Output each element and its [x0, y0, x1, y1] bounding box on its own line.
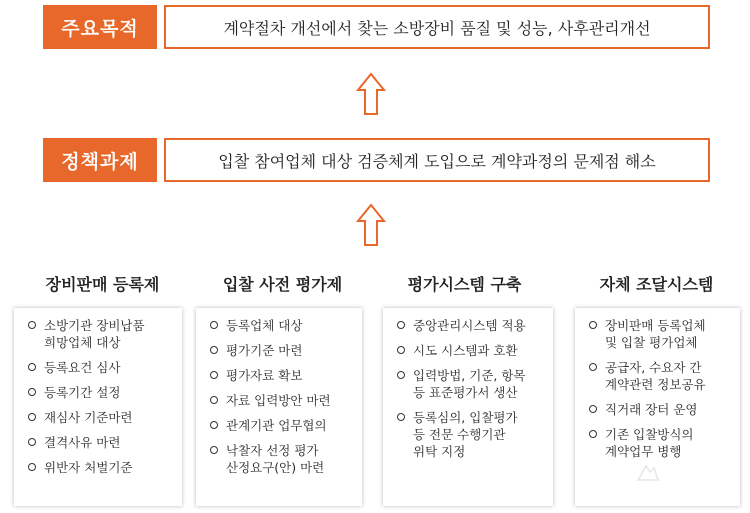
watermark-icon: [636, 462, 660, 482]
task-box: [164, 138, 710, 182]
list-item-text: 낙찰자 선정 평가: [226, 443, 319, 458]
column-title: 장비판매 등록제: [45, 275, 160, 294]
list-item: [28, 384, 176, 401]
list-item-text: 시도 시스템과 호환: [413, 343, 518, 358]
list-item: [28, 434, 176, 451]
list-item-text: 등록심의, 입찰평가: [413, 410, 518, 425]
list-item-text: 관계기관 업무협의: [226, 418, 327, 433]
list-item: [210, 342, 356, 359]
list-item: [210, 367, 356, 384]
circle-bullet-icon: [589, 405, 597, 413]
circle-bullet-icon: [210, 346, 218, 354]
list-item-text: 결격사유 마련: [44, 435, 121, 450]
circle-bullet-icon: [589, 321, 597, 329]
circle-bullet-icon: [589, 430, 597, 438]
circle-bullet-icon: [28, 438, 36, 446]
circle-bullet-icon: [210, 421, 218, 429]
item-list: [589, 317, 734, 460]
column-title: 입찰 사전 평가제: [222, 275, 343, 294]
list-item-text: 계약관련 정보공유: [605, 377, 706, 392]
circle-bullet-icon: [397, 371, 405, 379]
list-item-text: 산정요구(안) 마련: [226, 460, 325, 475]
column-title: 평가시스템 구축: [407, 275, 522, 294]
list-item: [397, 342, 547, 359]
circle-bullet-icon: [28, 463, 36, 471]
list-item-text: 위반자 처벌기준: [44, 460, 133, 475]
list-item: [397, 409, 547, 460]
list-item-text: 등 전문 수행기관: [413, 427, 506, 442]
list-item-text: 기존 입찰방식의: [605, 427, 694, 442]
item-list: [397, 317, 547, 460]
list-item-text: 및 입찰 평가업체: [605, 335, 698, 350]
list-item-text: 중앙관리시스템 적용: [413, 318, 526, 333]
circle-bullet-icon: [210, 446, 218, 454]
circle-bullet-icon: [210, 321, 218, 329]
task-text: 입찰 참여업체 대상 검증체계 도입으로 계약과정의 문제점 해소: [218, 151, 656, 171]
up-arrow-icon: [356, 72, 386, 116]
goal-box: [164, 5, 710, 49]
list-item-text: 등록기간 설정: [44, 385, 121, 400]
circle-bullet-icon: [589, 363, 597, 371]
list-item-text: 공급자, 수요자 간: [605, 360, 702, 375]
column-title: 자체 조달시스템: [599, 275, 714, 294]
column-card: [196, 308, 362, 506]
list-item-text: 장비판매 등록업체: [605, 318, 706, 333]
list-item-text: 소방기관 장비납품: [44, 318, 145, 333]
list-item-text: 평가자료 확보: [226, 368, 303, 383]
up-arrow-icon: [356, 203, 386, 247]
item-list: [210, 317, 356, 476]
column-card: [383, 308, 553, 506]
circle-bullet-icon: [397, 321, 405, 329]
list-item-text: 등록업체 대상: [226, 318, 303, 333]
circle-bullet-icon: [28, 321, 36, 329]
circle-bullet-icon: [210, 396, 218, 404]
list-item: [28, 359, 176, 376]
circle-bullet-icon: [28, 413, 36, 421]
list-item: [210, 317, 356, 334]
circle-bullet-icon: [28, 363, 36, 371]
circle-bullet-icon: [28, 388, 36, 396]
list-item-text: 희망업체 대상: [44, 335, 121, 350]
list-item: [589, 359, 734, 393]
column-card: [14, 308, 182, 506]
list-item: [210, 392, 356, 409]
task-tag: 정책과제: [43, 138, 157, 182]
circle-bullet-icon: [397, 346, 405, 354]
list-item-text: 계약업무 병행: [605, 444, 682, 459]
list-item: [28, 459, 176, 476]
list-item-text: 평가기준 마련: [226, 343, 303, 358]
list-item: [589, 401, 734, 418]
list-item-text: 직거래 장터 운영: [605, 402, 698, 417]
list-item-text: 등록요건 심사: [44, 360, 121, 375]
list-item-text: 재심사 기준마련: [44, 410, 133, 425]
list-item: [28, 317, 176, 351]
circle-bullet-icon: [210, 371, 218, 379]
list-item: [589, 426, 734, 460]
list-item-text: 입력방법, 기준, 항목: [413, 368, 526, 383]
list-item: [397, 317, 547, 334]
list-item-text: 자료 입력방안 마련: [226, 393, 331, 408]
list-item-text: 등 표준평가서 생산: [413, 385, 518, 400]
list-item-text: 위탁 지정: [413, 444, 466, 459]
list-item: [589, 317, 734, 351]
circle-bullet-icon: [397, 413, 405, 421]
goal-tag: 주요목적: [43, 5, 157, 49]
item-list: [28, 317, 176, 476]
list-item: [210, 417, 356, 434]
list-item: [210, 442, 356, 476]
list-item: [397, 367, 547, 401]
goal-text: 계약절차 개선에서 찾는 소방장비 품질 및 성능, 사후관리개선: [223, 18, 651, 38]
list-item: [28, 409, 176, 426]
